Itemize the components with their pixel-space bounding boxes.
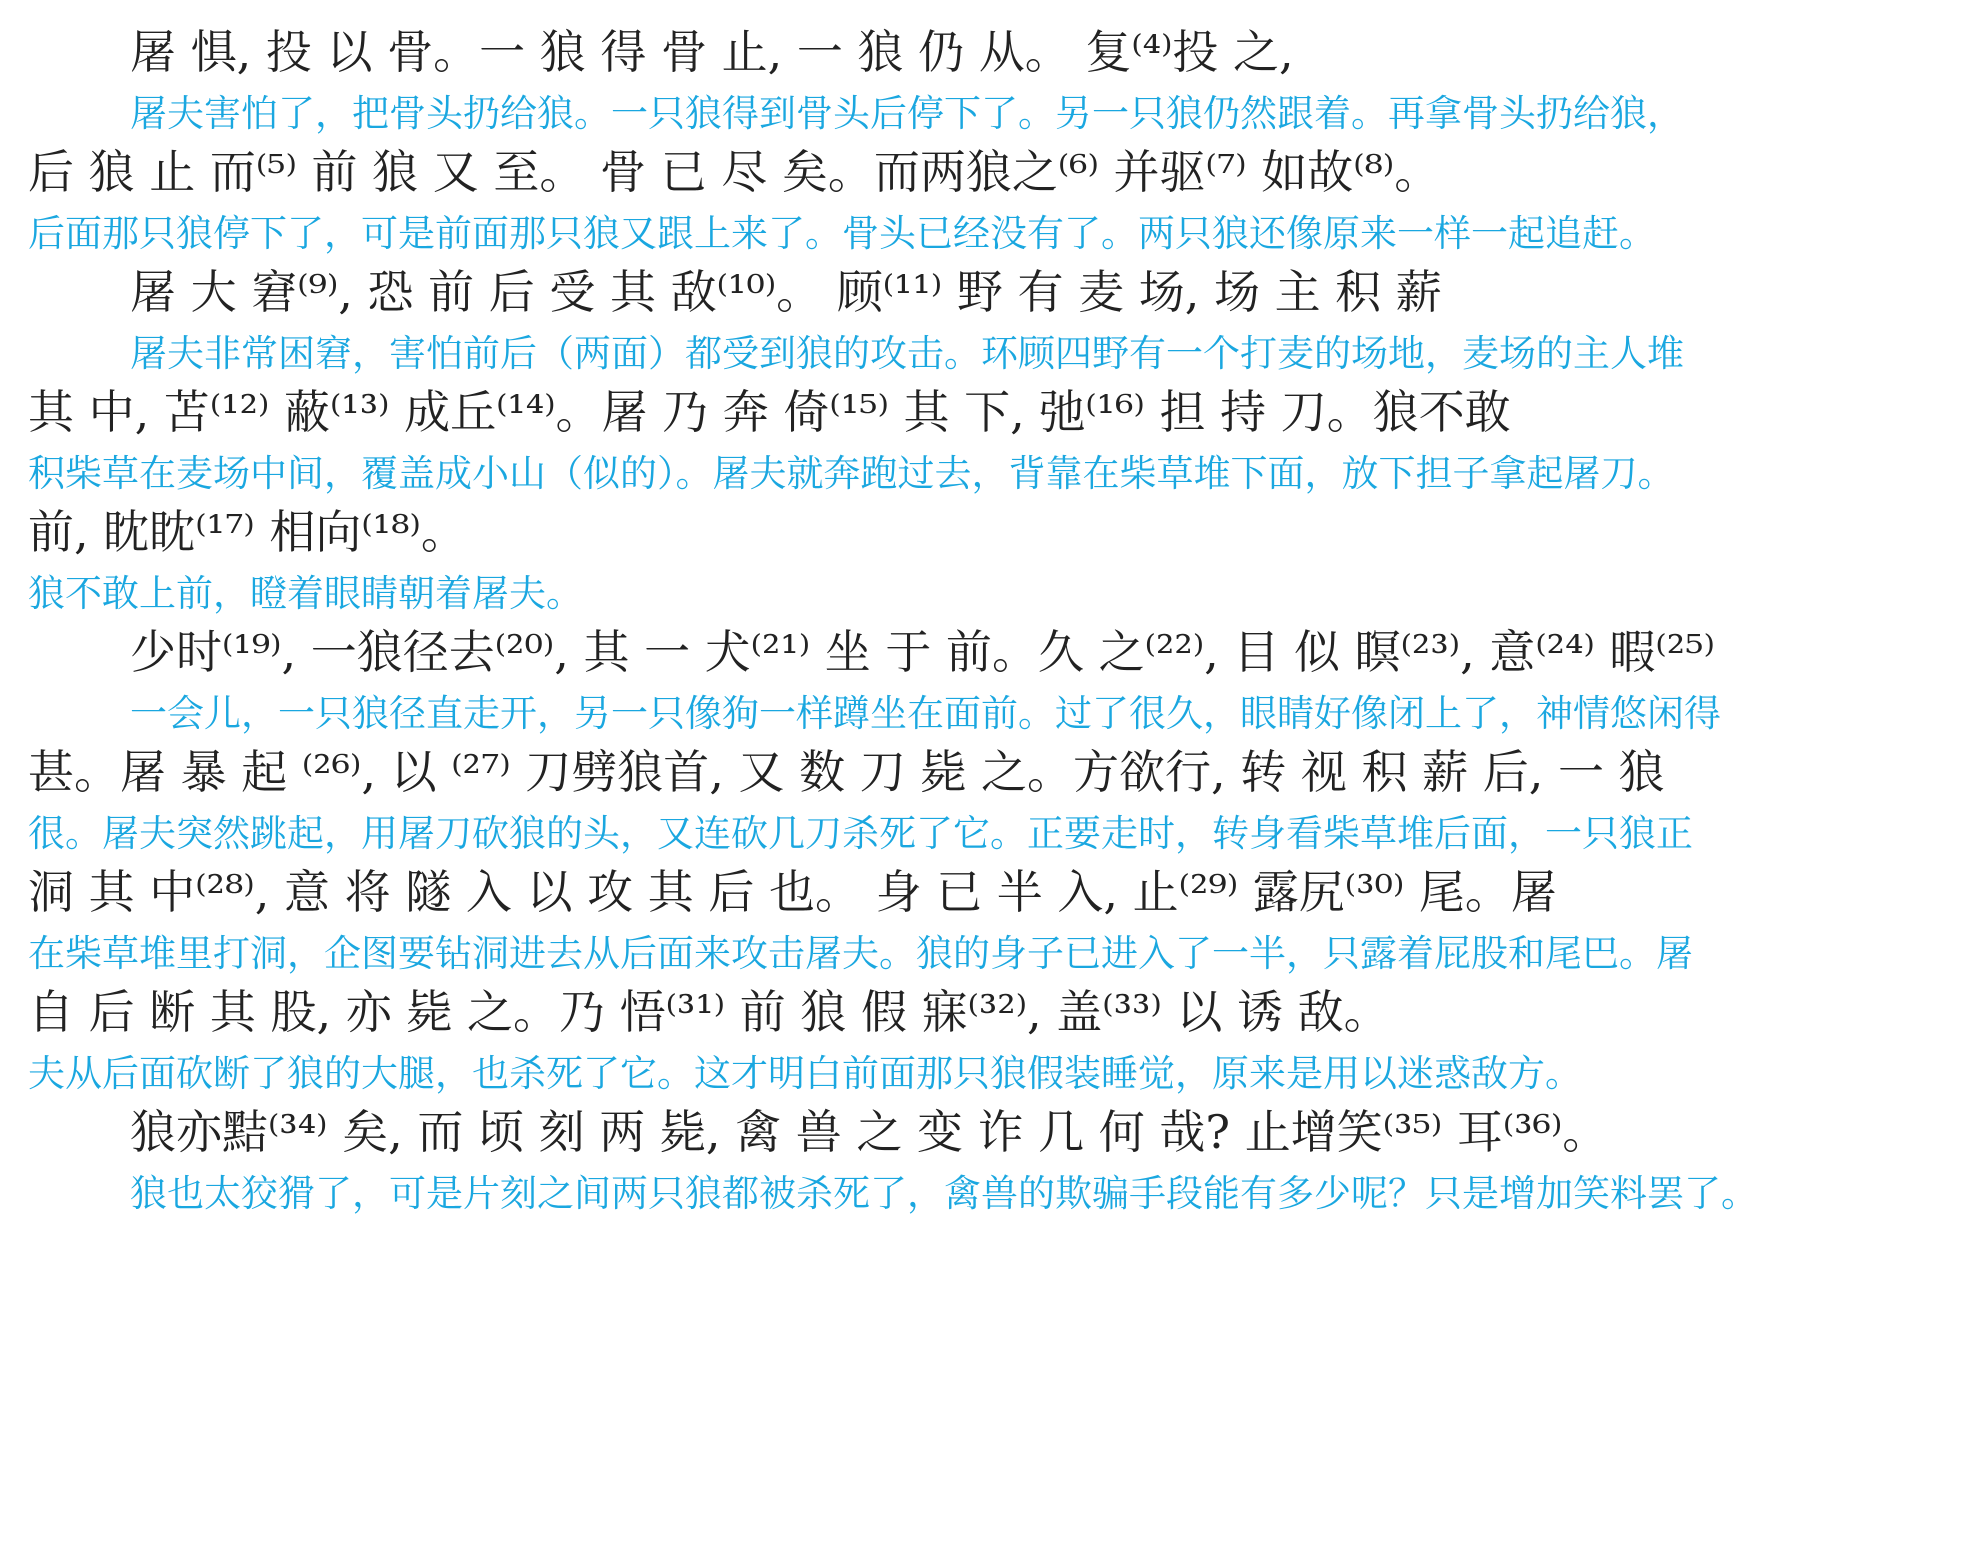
- translation-line-3: [130, 328, 1944, 380]
- translation-text-8: 在柴草堆里打洞，企图要钻洞进去从后面来攻击屠夫。狼的身子已进入了一半，只露着屁股和尾巴。屠: [28, 932, 1693, 975]
- translation-line-2: [28, 208, 1944, 260]
- original-text-line-4: [28, 382, 1944, 442]
- original-text-line-3: [130, 262, 1944, 322]
- original-text-line-6: [130, 622, 1944, 682]
- translation-line-6: [130, 688, 1944, 740]
- original-text-line-5: [28, 502, 1944, 562]
- original-text-10: 狼亦黠⁽³⁴⁾ 矣, 而 顷 刻 两 毙, 禽 兽 之 变 诈 几 何 哉? 止增笑⁽³⁵⁾ 耳⁽³⁶⁾。: [130, 1105, 1609, 1159]
- original-text-line-10: [130, 1102, 1944, 1162]
- translation-line-9: [28, 1048, 1944, 1100]
- original-text-8: 洞 其 中⁽²⁸⁾, 意 将 隧 入 以 攻 其 后 也。 身 已 半 入, 止⁽²⁹⁾ 露尻⁽³⁰⁾ 尾。屠: [28, 865, 1557, 919]
- translation-text-1: 屠夫害怕了，把骨头扔给狼。一只狼得到骨头后停下了。另一只狼仍然跟着。再拿骨头扔给狼，: [130, 92, 1684, 135]
- translation-text-7: 很。屠夫突然跳起，用屠刀砍狼的头，又连砍几刀杀死了它。正要走时，转身看柴草堆后面，一只狼正: [28, 812, 1693, 855]
- translation-line-1: [130, 88, 1944, 140]
- original-text-4: 其 中, 苫⁽¹²⁾ 蔽⁽¹³⁾ 成丘⁽¹⁴⁾。屠 乃 奔 倚⁽¹⁵⁾ 其 下, 弛⁽¹⁶⁾ 担 持 刀。狼不敢: [28, 385, 1511, 439]
- original-text-line-2: [28, 142, 1944, 202]
- translation-text-9: 夫从后面砍断了狼的大腿，也杀死了它。这才明白前面那只狼假装睡觉，原来是用以迷惑敌方。: [28, 1052, 1582, 1095]
- original-text-7: 甚。屠 暴 起 ⁽²⁶⁾, 以 ⁽²⁷⁾ 刀劈狼首, 又 数 刀 毙 之。方欲行, 转 视 积 薪 后, 一 狼: [28, 745, 1665, 799]
- original-text-line-7: [28, 742, 1944, 802]
- translation-text-10: 狼也太狡猾了，可是片刻之间两只狼都被杀死了，禽兽的欺骗手段能有多少呢？只是增加笑料罢了。: [130, 1172, 1758, 1215]
- translation-line-7: [28, 808, 1944, 860]
- original-text-9: 自 后 断 其 股, 亦 毙 之。乃 悟⁽³¹⁾ 前 狼 假 寐⁽³²⁾, 盖⁽³³⁾ 以 诱 敌。: [28, 985, 1390, 1039]
- translation-line-8: [28, 928, 1944, 980]
- original-text-1: 屠 惧, 投 以 骨。一 狼 得 骨 止, 一 狼 仍 从。 复⁽⁴⁾投 之,: [130, 25, 1294, 79]
- translation-line-5: [28, 568, 1944, 620]
- original-text-3: 屠 大 窘⁽⁹⁾, 恐 前 后 受 其 敌⁽¹⁰⁾。 顾⁽¹¹⁾ 野 有 麦 场, 场 主 积 薪: [130, 265, 1442, 319]
- original-text-line-9: [28, 982, 1944, 1042]
- translation-line-10: [130, 1168, 1944, 1220]
- translation-line-4: [28, 448, 1944, 500]
- original-text-5: 前, 眈眈⁽¹⁷⁾ 相向⁽¹⁸⁾。: [28, 505, 467, 559]
- translation-text-6: 一会儿，一只狼径直走开，另一只像狗一样蹲坐在面前。过了很久，眼睛好像闭上了，神情悠闲得: [130, 692, 1721, 735]
- original-text-line-1: [130, 22, 1944, 82]
- translation-text-4: 积柴草在麦场中间，覆盖成小山（似的）。屠夫就奔跑过去，背靠在柴草堆下面，放下担子拿起屠刀。: [28, 452, 1675, 495]
- translation-text-2: 后面那只狼停下了，可是前面那只狼又跟上来了。骨头已经没有了。两只狼还像原来一样一起追赶。: [28, 212, 1656, 255]
- translation-text-3: 屠夫非常困窘，害怕前后（两面）都受到狼的攻击。环顾四野有一个打麦的场地，麦场的主人堆: [130, 332, 1684, 375]
- original-text-6: 少时⁽¹⁹⁾, 一狼径去⁽²⁰⁾, 其 一 犬⁽²¹⁾ 坐 于 前。久 之⁽²²⁾, 目 似 瞑⁽²³⁾, 意⁽²⁴⁾ 暇⁽²⁵⁾: [130, 625, 1715, 679]
- original-text-2: 后 狼 止 而⁽⁵⁾ 前 狼 又 至。 骨 已 尽 矣。而两狼之⁽⁶⁾ 并驱⁽⁷⁾ 如故⁽⁸⁾。: [28, 145, 1441, 199]
- translation-text-5: 狼不敢上前，瞪着眼睛朝着屠夫。: [28, 572, 583, 615]
- original-text-line-8: [28, 862, 1944, 922]
